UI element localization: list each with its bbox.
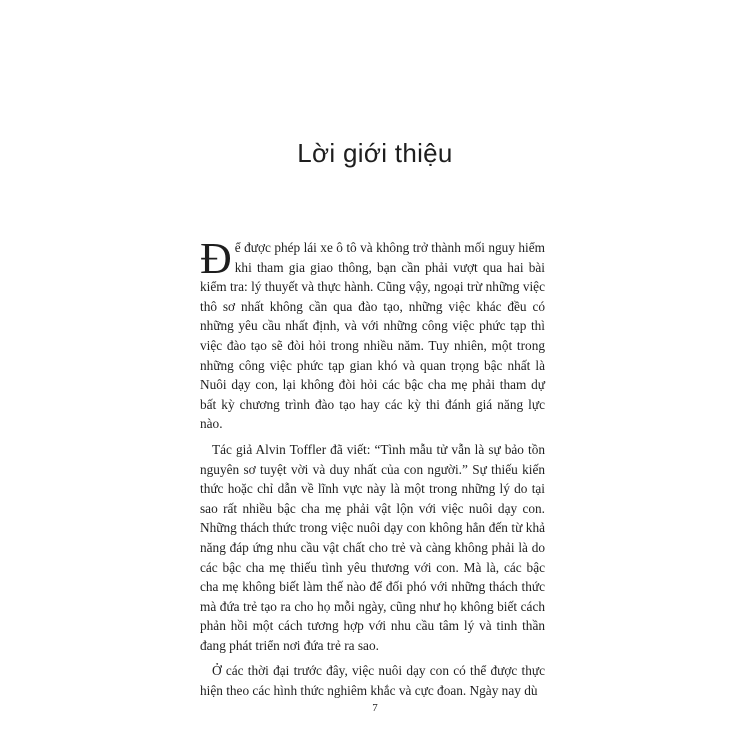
paragraph-2: Tác giả Alvin Toffler đã viết: “Tình mẫu tử vẫn là sự bảo tồn nguyên sơ tuyệt vời và duy nhất của con người.” Sự thiếu kiến thức hoặc chỉ dẫn về lĩnh vực này là một trong những lý do tại sao rất nhiều bậc cha mẹ phải vật lộn với việc nuôi dạy con. Những thách thức trong việc nuôi dạy con không hẳn đến từ khả năng đáp ứng nhu cầu vật chất cho trẻ và càng không phải là do các bậc cha mẹ thiếu tình yêu thương với con. Mà là, các bậc cha mẹ không biết làm thế nào để đối phó với những thách thức mà đứa trẻ tạo ra cho họ mỗi ngày, cũng như họ không biết cách phản hồi một cách tương hợp với nhu cầu tâm lý và tinh thần đang phát triển nơi đứa trẻ ra sao. bbox=[200, 441, 545, 653]
drop-cap: Đ bbox=[200, 234, 232, 283]
page-title: Lời giới thiệu bbox=[297, 138, 453, 168]
paragraph-1-text: ể được phép lái xe ô tô và không trở thành mối nguy hiểm khi tham gia giao thông, bạn cần phải vượt qua hai bài kiểm tra: lý thuyết và thực hành. Cũng vậy, ngoại trừ những việc thô sơ nhất không cần qua đào tạo, những việc khác đều có những yêu cầu nhất định, và với những công việc phức tạp thì việc đào tạo sẽ đòi hỏi trong nhiều năm. Tuy nhiên, một trong những công việc phức tạp gian khó và quan trọng bậc nhất là Nuôi dạy con, lại không đòi hỏi các bậc cha mẹ phải tham dự bất kỳ chương trình đào tạo hay các kỳ thi đánh giá năng lực nào. bbox=[200, 240, 545, 432]
page-number: 7 bbox=[372, 702, 378, 714]
paragraph-3: Ở các thời đại trước đây, việc nuôi dạy con có thể được thực hiện theo các hình thức nghiêm khắc và cực đoan. Ngày nay dù bbox=[200, 663, 545, 699]
body-text bbox=[200, 234, 545, 707]
paragraph-1 bbox=[200, 234, 545, 434]
